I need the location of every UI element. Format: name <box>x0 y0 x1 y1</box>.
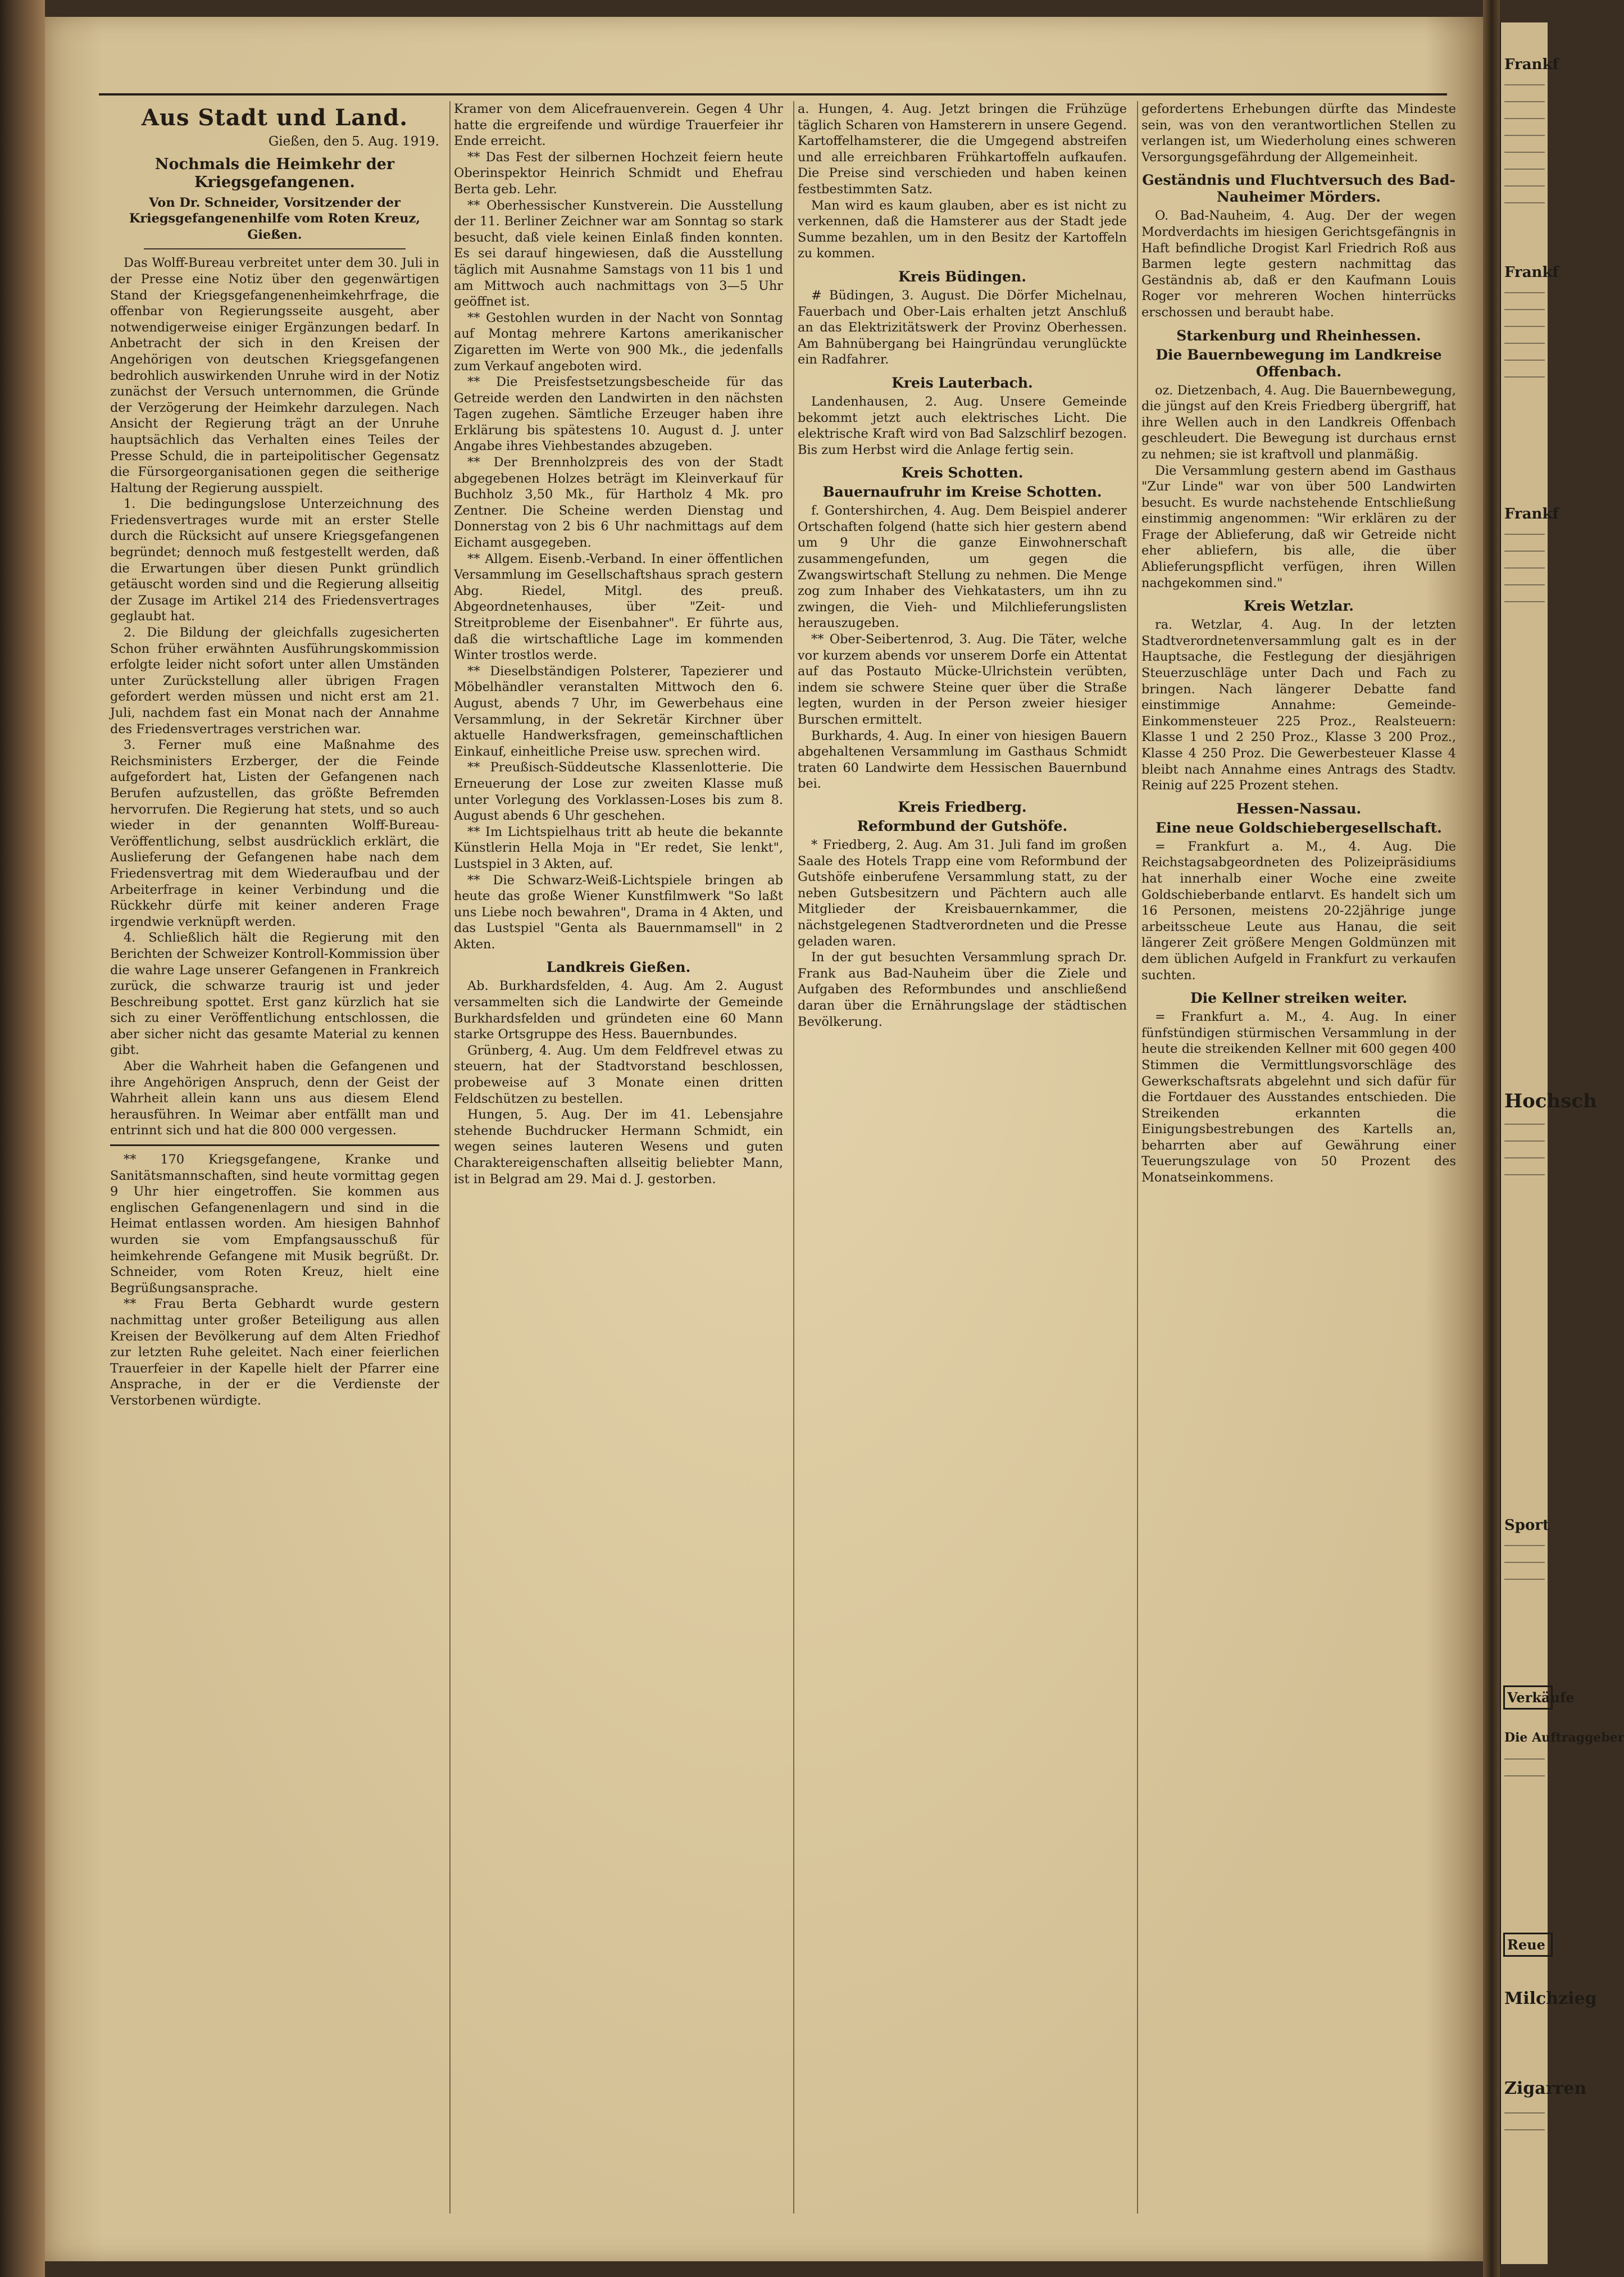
text-line <box>1504 169 1545 170</box>
column-4 <box>1141 101 1456 2214</box>
text-line <box>1504 343 1545 344</box>
news-item: ** Allgem. Eisenb.-Verband. In einer öffentlichen Versammlung im Gesellschaftshaus sprach gestern Abg. Riedel, Mitgl. des preuß. Abgeordnetenhauses, über "Zeit- und Streitprobleme der Eisenbahner". Er führte aus, daß die wirtschaftliche Lage im kommenden Winter trostlos werde. <box>454 551 783 663</box>
text-line <box>1504 1758 1545 1760</box>
subhead-hessen-nassau: Hessen-Nassau. <box>1236 800 1362 817</box>
text-line <box>1504 1579 1545 1580</box>
classified-box: Verkäufe <box>1503 1685 1553 1710</box>
text-line <box>1504 135 1545 136</box>
news-item: * Friedberg, 2. Aug. Am 31. Juli fand im großen Saale des Hotels Trapp eine vom Reformbund der Gutshöfe einberufene Versammlung statt, zu der neben Gutsbesitzern und Pächtern auch alle Mitglieder der Kreisbauernkammer, die nächstgelegenen Stadtverordneten und die Presse geladen waren. <box>798 837 1127 949</box>
subhead-bauernaufruhr: Bauernaufruhr im Kreise Schotten. <box>822 484 1102 501</box>
article-paragraph: 1. Die bedingungslose Unterzeichnung des Friedensvertrages wurde mit an erster Stelle durch die Rücksicht auf unsere Kriegsgefangenen begründet; dennoch muß festgestellt werden, daß die Erwartungen über diesen Punkt gründlich getäuscht worden sind und die Regierung allseitig der Zusage im Artikel 214 des Friedensvertrages geglaubt hat. <box>110 497 439 624</box>
subhead-landkreis: Landkreis Gießen. <box>546 959 691 976</box>
text-line <box>1504 601 1545 602</box>
text-line <box>1504 534 1545 535</box>
article-paragraph: 3. Ferner muß eine Maßnahme des Reichsministers Erzberger, der die Feinde aufgefordert hat, Listen der Gefangenen nach Berufen aufzustellen, das größte Befremden hervorrufen. Die Regierung hat stets, und so auch wieder in der genannten Wolff-Bureau-Veröffentlichung, selbst ausdrücklich erklärt, die Auslieferung der Gefangenen habe nach dem Friedensvertrag mit dem Wiederaufbau und der Arbeiterfrage in keiner Verbindung und die Rückkehr dürfe mit keiner anderen Frage irgendwie verknüpft werden. <box>110 738 439 929</box>
text-line <box>1504 1140 1545 1142</box>
subhead-wetzlar: Kreis Wetzlar. <box>1243 598 1354 615</box>
news-item: In der gut besuchten Versammlung sprach Dr. Frank aus Bad-Nauheim über die Ziele und Aufgaben des Reformbundes und anschließend daran über die Ernährungslage der städtischen Bevölkerung. <box>798 950 1127 1029</box>
text-line <box>1504 101 1545 102</box>
subhead-bauernbewegung: Die Bauernbewegung im Landkreise Offenbach. <box>1156 346 1442 380</box>
article-paragraph: Aber die Wahrheit haben die Gefangenen und ihre Angehörigen Anspruch, denn der Geist der Wahrheit allein kann uns aus diesem Elend herausführen. In Weimar aber entfällt man und entrinnt sich und hat die 800 000 vergessen. <box>110 1059 439 1138</box>
subhead-nauheim: Geständnis und Fluchtversuch des Bad-Nauheimer Mörders. <box>1142 172 1455 206</box>
book-gutter <box>1483 0 1500 2277</box>
dateline: Gießen, den 5. Aug. 1919. <box>268 134 439 149</box>
text-line <box>1504 118 1545 119</box>
column-separator <box>1137 101 1138 2214</box>
text-line <box>1504 152 1545 153</box>
news-item: O. Bad-Nauheim, 4. Aug. Der der wegen Mordverdachts im hiesigen Gerichtsgefängnis in Haft befindliche Drogist Karl Friedrich Roß aus Barmen legte gestern nachmittag das Geständnis ab, daß er den Kaufmann Louis Roger vor mehreren Wochen hinterrücks erschossen und beraubt habe. <box>1141 208 1456 320</box>
news-item: ** Die Preisfestsetzungsbescheide für das Getreide werden den Landwirten in den nächsten Tagen zugehen. Sämtliche Erzeuger haben ihre Erklärung bis spätestens 10. August d. J. unter Angabe ihres Viehbestandes abzugeben. <box>454 375 783 454</box>
text-line <box>1504 185 1545 187</box>
fragment: Milchzieg <box>1504 1989 1597 2008</box>
news-item: = Frankfurt a. M., 4. Aug. Die Reichstagsabgeordneten des Polizeipräsidiums hat innerhalb einer Woche eine zweite Goldschieberbande entlarvt. Es handelt sich um 16 Personen, meistens 20-22jährige junge arbeitsscheue Leute aus Hanau, die seit längerer Zeit größere Mengen Goldmünzen mit dem üblichen Aufgeld in Frankfurt zu verkaufen suchten. <box>1141 839 1456 983</box>
subhead-buedingen: Kreis Büdingen. <box>898 268 1026 285</box>
rule <box>110 1144 439 1146</box>
fragment: Die Auftraggeber <box>1504 1730 1624 1745</box>
news-item: ** Der Brennholzpreis des von der Stadt abgegebenen Holzes beträgt im Kleinverkauf für Buchholz 3,50 Mk., für Hartholz 4 Mk. pro Zentner. Die Scheine werden Dienstag und Donnerstag von 2 bis 6 Uhr nachmittags auf dem Eichamt ausgegeben. <box>454 455 783 551</box>
subhead-schotten: Kreis Schotten. <box>901 465 1023 481</box>
news-item: a. Hungen, 4. Aug. Jetzt bringen die Frühzüge täglich Scharen von Hamsterern in unsere Gegend. Kartoffelhamsterer, die die Umgegend abstreifen und alle erreichbaren Frühkartoffeln aufkaufen. Die Preise sind verschieden und haben keinen festbestimmten Satz. <box>798 102 1127 197</box>
column-3 <box>798 101 1127 2214</box>
text-line <box>1504 2129 1545 2130</box>
news-item: ** Gestohlen wurden in der Nacht von Sonntag auf Montag mehrere Kartons amerikanischer Zigaretten im Werte von 900 Mk., die jedenfalls zum Verkauf angeboten wird. <box>454 310 783 374</box>
news-item: Burkhards, 4. Aug. In einer von hiesigen Bauern abgehaltenen Versammlung im Gasthaus Schmidt traten 60 Landwirte dem Hessischen Bauernbund bei. <box>798 728 1127 792</box>
text-line <box>1504 567 1545 569</box>
news-item: = Frankfurt a. M., 4. Aug. In einer fünfstündigen stürmischen Versammlung in der heute die streikenden Kellner mit 600 gegen 400 Stimmen die Vermittlungsvorschläge des Gewerkschaftsrats abgelehnt und sich dafür für die Fortdauer des Ausstandes entschieden. Die Streikenden erkannten die Einigungsbestrebungen des Kartells an, beharrten aber auf Gewährung einer Teuerungszulage von 50 Prozent des Monatseinkommens. <box>1141 1010 1456 1185</box>
county-news-item: Ab. Burkhardsfelden, 4. Aug. Am 2. August versammelten sich die Landwirte der Gemeinde Burkhardsfelden und gründeten eine 60 Mann starke Ortsgruppe des Hess. Bauernbundes. <box>454 979 783 1042</box>
local-news-item: ** Frau Berta Gebhardt wurde gestern nachmittag unter großer Beteiligung aus allen Kreisen der Bevölkerung auf dem Alten Friedhof zur letzten Ruhe geleitet. Nach einer feierlichen Trauerfeier in der Kapelle hielt der Pfarrer eine Ansprache, in der er die Verdienste der Verstorbenen würdigte. <box>110 1297 439 1408</box>
news-item: ** Im Lichtspielhaus tritt ab heute die bekannte Künstlerin Hella Moja in "Er redet, Sie lenkt", Lustspiel in 3 Akten, auf. <box>454 824 783 871</box>
article-paragraph: 4. Schließlich hält die Regierung mit den Berichten der Schweizer Kontroll-Kommission über die wahre Lage unserer Gefangenen in Frankreich zurück, die schwarze traurig ist und jeder Beschreibung spottet. Erst ganz kürzlich hat sie sich zu einer Veröffentlichung entschlossen, die aber sicher nicht das gesamte Material zu kennen gibt. <box>110 930 439 1058</box>
news-item: f. Gontershirchen, 4. Aug. Dem Beispiel anderer Ortschaften folgend (hatte sich hier gestern abend um 9 Uhr die ganze Einwohnerschaft zusammengefunden, um gegen die Zwangswirtschaft Stellung zu nehmen. Die Menge zog zum Inhaber des Viehkatasters, um ihn zu zwingen, die Vieh- und Milchlieferungslisten herauszugeben. <box>798 503 1127 631</box>
news-item: # Büdingen, 3. August. Die Dörfer Michelnau, Fauerbach und Ober-Lais erhalten jetzt Anschluß an das Elektrizitätswerk der Provinz Oberhessen. Am Bahnübergang bei Haingründau verunglückte ein Radfahrer. <box>798 288 1127 367</box>
fragment: Frankf <box>1504 56 1559 73</box>
article-paragraph: 2. Die Bildung der gleichfalls zugesicherten Schon früher erwähnten Ausführungskommission erfolgte leider nicht sofort unter allen Umständen unter Zurückstellung aller übrigen Fragen gefordert werden müssen und nicht erst am 21. Juli, nachdem fast ein Monat nach der Annahme des Friedensvertrages verstrichen war. <box>110 625 439 737</box>
news-item: oz. Dietzenbach, 4. Aug. Die Bauernbewegung, die jüngst auf den Kreis Friedberg übergriff, hat ihre Wellen auch in den Landkreis Offenbach geschleudert. Die Bewegung ist durchaus ernst zu nehmen; sie ist kraftvoll und planmäßig. <box>1141 383 1456 462</box>
fragment: Frankf <box>1504 264 1559 281</box>
news-item: ** Preußisch-Süddeutsche Klassenlotterie. Die Erneuerung der Lose zur zweiten Klasse muß unter Vorlegung des Vorklassen-Loses bis zum 8. August abends 6 Uhr geschehen. <box>454 760 783 824</box>
adjacent-page <box>1500 22 1624 2264</box>
text-line <box>1504 84 1545 85</box>
text-line <box>1504 292 1545 293</box>
news-item: Man wird es kaum glauben, aber es ist nicht zu verkennen, daß die Hamsterer aus der Stadt jede Summe bezahlen, um in den Besitz der Kartoffeln zu kommen. <box>798 198 1127 261</box>
news-item: ** Oberhessischer Kunstverein. Die Ausstellung der 11. Berliner Zeichner war am Sonntag so stark besucht, daß viele keinen Einlaß finden konnten. Es sei darauf hingewiesen, daß die Ausstellung täglich mit Ausnahme Samstags von 11 bis 1 und am Mittwoch auch nachmittags von 3—5 Uhr geöffnet ist. <box>454 198 783 310</box>
subhead-starkenburg: Starkenburg und Rheinhessen. <box>1176 327 1421 344</box>
text-line <box>1504 1545 1545 1546</box>
article-paragraph: Das Wolff-Bureau verbreitet unter dem 30. Juli in der Presse eine Notiz über den gegenwärtigen Stand der Kriegsgefangenenheimkehrfrage, die offenbar von Regierungsseite ausgeht, aber notwendigerweise einiger Ergänzungen bedarf. In Anbetracht der sich in den Kreisen der Angehörigen von deutschen Kriegsgefangenen bedrohlich auswirkenden Unruhe wird in der Notiz zunächst der Versuch unternommen, die Gründe der Verzögerung der Heimkehr darzulegen. Nach Ansicht der Regierung trägt an der Unruhe hauptsächlich das Verhalten eines Teiles der Presse Schuld, die in parteipolitischer Gegensatz die Fürsorgeorganisationen gegen die seitherige Haltung der Regierung ausspielt. <box>110 256 439 496</box>
column-2 <box>454 101 783 2214</box>
book-edge <box>0 0 45 2277</box>
text-line <box>1504 1775 1545 1776</box>
news-item: Kramer von dem Alicefrauenverein. Gegen 4 Uhr hatte die ergreifende und würdige Trauerfeier ihr Ende erreicht. <box>454 102 783 149</box>
news-item: ** Das Fest der silbernen Hochzeit feiern heute Oberinspektor Heinrich Schmidt und Ehefrau Berta geb. Lehr. <box>454 149 783 197</box>
text-line <box>1504 1157 1545 1158</box>
news-item: Landenhausen, 2. Aug. Unsere Gemeinde bekommt jetzt auch elektrisches Licht. Die elektrische Kraft wird von Bad Salzschlirf bezogen. Bis zum Herbst wird die Anlage fertig sein. <box>798 394 1127 457</box>
text-line <box>1504 376 1545 378</box>
subhead-lauterbach: Kreis Lauterbach. <box>891 374 1033 391</box>
news-item: ** Dieselbständigen Polsterer, Tapezierer und Möbelhändler veranstalten Mittwoch den 6. August, abends 7 Uhr, im Gewerbehaus eine Versammlung, in der Sekretär Kirchner über aktuelle Handwerksfragen, gemeinschaftlichen Einkauf, einheitliche Preise usw. sprechen wird. <box>454 663 783 759</box>
text-line <box>1504 360 1545 361</box>
subhead-friedberg: Kreis Friedberg. <box>898 798 1027 815</box>
news-item: Die Versammlung gestern abend im Gasthaus "Zur Linde" war von über 500 Landwirten besucht. Es wurde nachstehende Entschließung einstimmig angenommen: "Wir erklären zu der Frage der Ablieferung, daß wir Getreide nicht eher abliefern, bis alle, die über Ablieferungspflicht verfügen, ihren Willen nachgekommen sind." <box>1141 463 1456 590</box>
fragment: Zigarren <box>1504 2079 1587 2098</box>
text-line <box>1504 202 1545 203</box>
text-line <box>1504 326 1545 327</box>
local-news-item: ** 170 Kriegsgefangene, Kranke und Sanitätsmannschaften, sind heute vormittag gegen 9 Uhr hier eingetroffen. Sie kommen aus englischen Gefangenenlagern und sind in die Heimat entlassen worden. Am hiesigen Bahnhof wurden sie vom Empfangsausschuß für heimkehrende Gefangene mit Musik begrüßt. Dr. Schneider, vom Roten Kreuz, hielt eine Begrüßungsansprache. <box>110 1152 439 1296</box>
subhead-reformbund: Reformbund der Gutshöfe. <box>857 817 1068 834</box>
header-rule <box>99 93 1447 96</box>
headline: Nochmals die Heimkehr der Kriegsgefangenen. <box>154 155 395 191</box>
county-news-item: Hungen, 5. Aug. Der im 41. Lebensjahre stehende Buchdrucker Hermann Schmidt, ein wegen seines lauteren Wesens und guten Charaktereigenschaften allseitig beliebter Mann, ist in Belgrad am 29. Mai d. J. gestorben. <box>454 1107 783 1187</box>
news-item: gefordertens Erhebungen dürfte das Mindeste sein, was von den verantwortlichen Stellen zu verlangen ist, um Wiederholung eines schweren Versorgungsgefährdung der Allgemeinheit. <box>1141 102 1456 165</box>
author-intro: Von Dr. Schneider, Vorsitzender der Kriegsgefangenenhilfe vom Roten Kreuz, Gießen. <box>129 195 421 242</box>
text-line <box>1504 584 1545 585</box>
text-line <box>1504 1174 1545 1175</box>
divider <box>144 248 406 249</box>
subhead-kellner: Die Kellner streiken weiter. <box>1190 990 1408 1007</box>
fragment: Hochsch <box>1504 1090 1597 1112</box>
fragment: Frankf <box>1504 506 1559 522</box>
news-item: ** Die Schwarz-Weiß-Lichtspiele bringen ab heute das große Wiener Kunstfilmwerk "So laßt uns Liebe noch bewahren", Drama in 4 Akten, und das Lustspiel "Genta als Bauernmamsell" in 2 Akten. <box>454 872 783 952</box>
text-line <box>1504 309 1545 310</box>
section-title: Aus Stadt und Land. <box>141 104 408 131</box>
text-line <box>1504 1124 1545 1125</box>
column-separator <box>793 101 794 2214</box>
news-item: ** Ober-Seibertenrod, 3. Aug. Die Täter, welche vor kurzem abends vor unserem Dorfe ein Attentat auf das Postauto Mücke-Ulrichstein verübten, indem sie schwere Steine quer über die Straße legten, wurden in der Person zweier hiesiger Burschen ermittelt. <box>798 632 1127 727</box>
text-line <box>1504 1562 1545 1563</box>
text-line <box>1504 551 1545 552</box>
news-item: ra. Wetzlar, 4. Aug. In der letzten Stadtverordnetenversammlung galt es in der Hauptsache, die Festlegung der diesjährigen Steuerzuschläge unter Dach und Fach zu bringen. Nach längerer Debatte fand einstimmige Annahme: Gemeinde-Einkommensteuer 225 Proz., Realsteuern: Klasse 1 und 2 250 Proz., Klasse 3 200 Proz., Klasse 4 250 Proz. Die Gewerbesteuer Klasse 4 bleibt nach Annahme eines Antrags des Stadtv. Reinig auf 225 Prozent stehen. <box>1141 617 1456 793</box>
column-separator <box>449 101 451 2214</box>
subhead-goldschieber: Eine neue Goldschiebergesellschaft. <box>1156 819 1442 836</box>
column-1 <box>110 101 439 2214</box>
fragment: Sport <box>1504 1517 1550 1534</box>
classified-box: Reue <box>1503 1933 1553 1957</box>
county-news-item: Grünberg, 4. Aug. Um dem Feldfrevel etwas zu steuern, hat der Stadtvorstand beschlossen, probeweise auf 3 Monate einen dritten Feldschützen zu bestellen. <box>454 1043 783 1106</box>
text-line <box>1504 2112 1545 2114</box>
